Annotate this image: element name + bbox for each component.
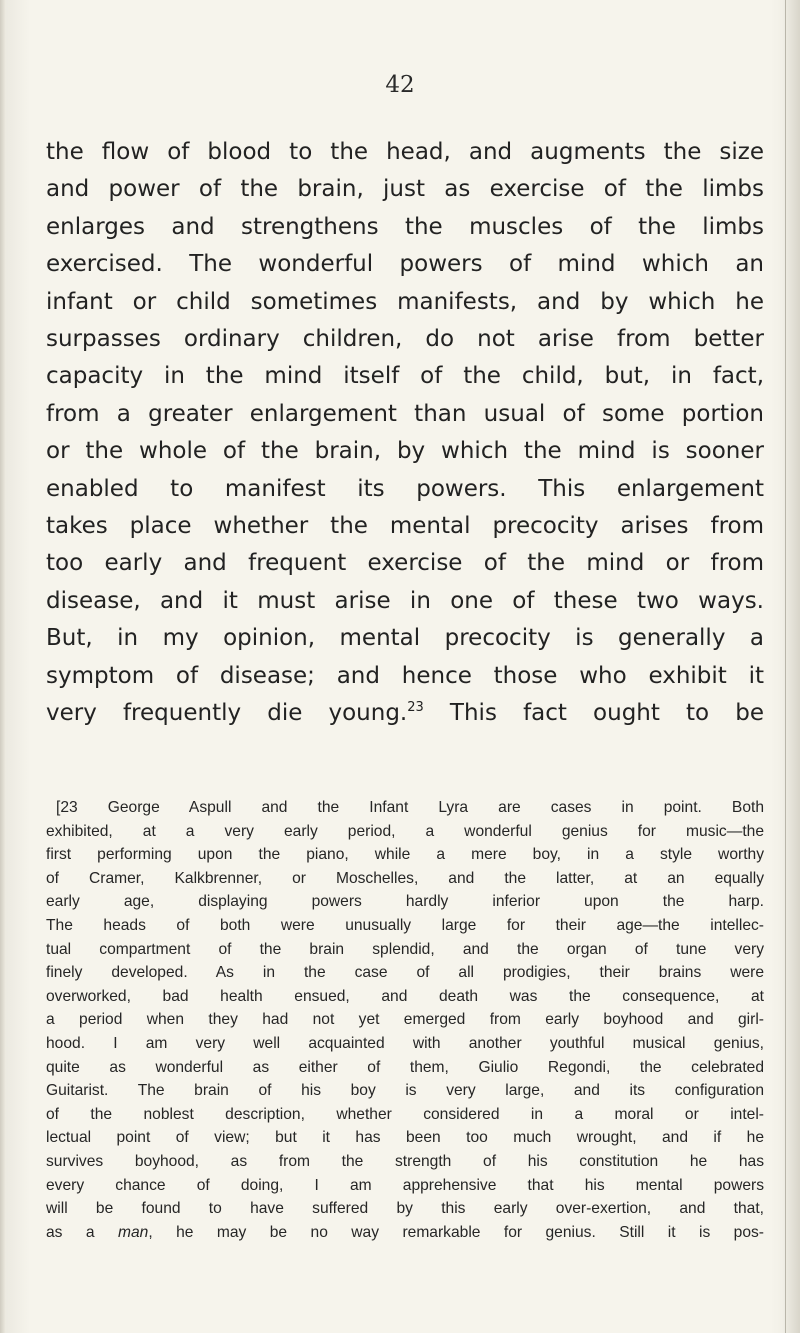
body-paragraph xyxy=(46,134,764,733)
footnote-line: lectual point of view; but it has been too much wrought, and if he xyxy=(46,1129,764,1147)
footnote-last-suffix: , he may be no way remarkable for genius. Still it is pos- xyxy=(148,1223,765,1241)
footnote-line: Guitarist. The brain of his boy is very large, and its configuration xyxy=(46,1082,764,1100)
footnote-line: quite as wonderful as either of them, Giulio Regondi, the celebrated xyxy=(46,1058,764,1076)
body-line: too early and frequent exercise of the mind or from xyxy=(46,550,764,577)
footnote-line: a period when they had not yet emerged from early boyhood and girl- xyxy=(46,1011,764,1029)
footnote xyxy=(46,796,764,1244)
body-line: or the whole of the brain, by which the mind is sooner xyxy=(46,438,764,465)
body-line: symptom of disease; and hence those who exhibit it xyxy=(46,662,764,689)
footnote-line: first performing upon the piano, while a mere boy, in a style worthy xyxy=(46,846,764,864)
footnote-line: tual compartment of the brain splendid, and the organ of tune very xyxy=(46,940,764,958)
body-line: infant or child sometimes manifests, and by which he xyxy=(46,288,764,315)
body-line: But, in my opinion, mental precocity is generally a xyxy=(46,625,764,652)
footnote-last-italic: man xyxy=(118,1223,149,1241)
body-line: exercised. The wonderful powers of mind which an xyxy=(46,251,764,278)
body-line: capacity in the mind itself of the child, but, in fact, xyxy=(46,363,764,390)
footnote-line: survives boyhood, as from the strength of his constitution he has xyxy=(46,1152,764,1170)
body-line: the flow of blood to the head, and augments the size xyxy=(46,139,764,165)
page-left-edge xyxy=(0,0,6,1333)
footnote-line: every chance of doing, I am apprehensive that his mental powers xyxy=(46,1176,764,1194)
footnote-line: hood. I am very well acquainted with another youthful musical genius, xyxy=(46,1034,764,1052)
body-line-last-start: very frequently die young. xyxy=(46,700,408,727)
footnote-line: of Cramer, Kalkbrenner, or Moschelles, and the latter, at an equally xyxy=(46,869,764,887)
body-line: from a greater enlargement than usual of some portion xyxy=(46,400,764,427)
footnote-line: finely developed. As in the case of all prodigies, their brains were xyxy=(46,964,764,982)
footnote-last-prefix: as a xyxy=(46,1223,118,1241)
footnote-line: exhibited, at a very early period, a wonderful genius for music—the xyxy=(46,822,764,840)
body-line: disease, and it must arise in one of these two ways. xyxy=(46,587,764,614)
body-line-last-end: This fact ought to be xyxy=(423,700,765,727)
page-edge-rule xyxy=(785,0,786,1333)
body-line: enlarges and strengthens the muscles of the limbs xyxy=(46,213,764,240)
body-line: surpasses ordinary children, do not arise from better xyxy=(46,326,764,353)
footnote-line: early age, displaying powers hardly inferior upon the harp. xyxy=(46,893,764,911)
footnote-line: of the noblest description, whether considered in a moral or intel- xyxy=(46,1105,764,1123)
footnote-line: The heads of both were unusually large for their age—the intellec- xyxy=(46,916,764,934)
footnote-line: will be found to have suffered by this early over-exertion, and that, xyxy=(46,1200,764,1218)
footnote-line: overworked, bad health ensued, and death was the consequence, at xyxy=(46,987,764,1005)
footnote-line: [23 George Aspull and the Infant Lyra are cases in point. Both xyxy=(56,799,764,816)
body-line: enabled to manifest its powers. This enlargement xyxy=(46,475,764,502)
footnote-line-last xyxy=(46,1221,764,1245)
footnote-reference: 23 xyxy=(407,700,424,716)
body-line: takes place whether the mental precocity arises from xyxy=(46,513,764,540)
body-line: and power of the brain, just as exercise of the limbs xyxy=(46,176,764,203)
page-number: 42 xyxy=(385,72,415,98)
body-line-last xyxy=(46,695,764,732)
